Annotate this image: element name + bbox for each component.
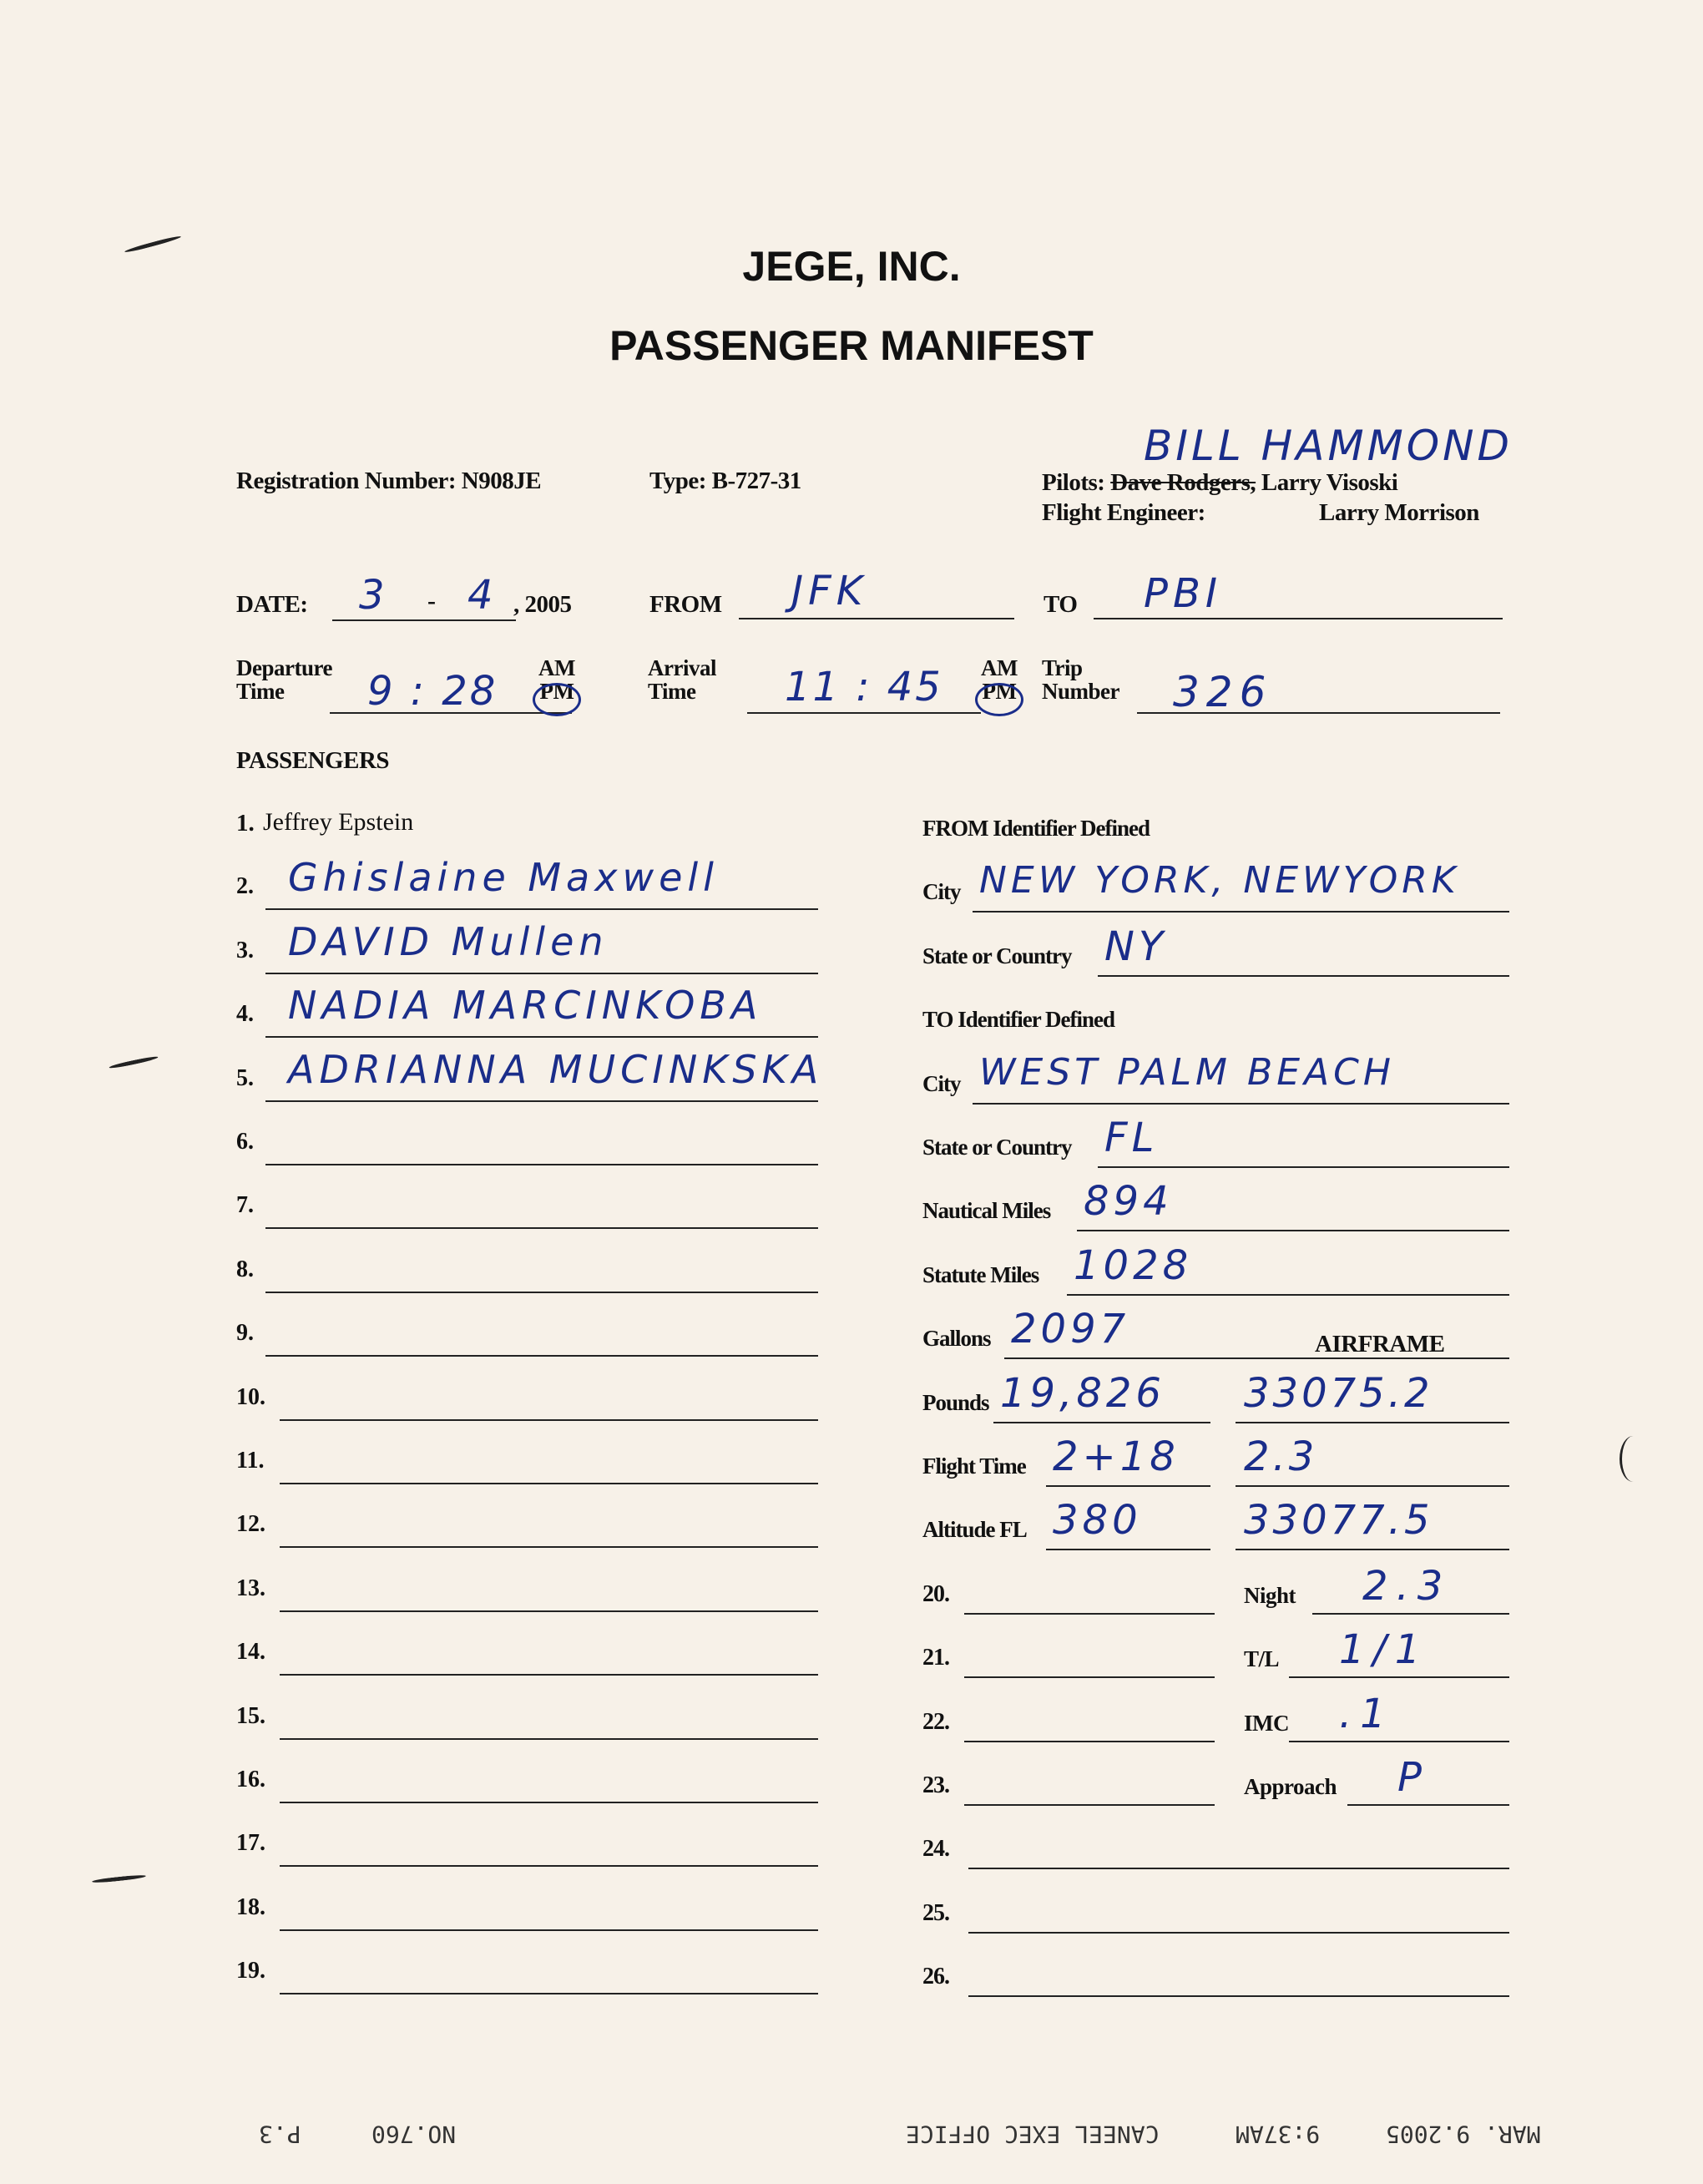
- passenger-underline: [265, 1227, 818, 1229]
- sub-field-label: Approach: [1244, 1774, 1337, 1799]
- arrival-time: 11 : 45: [785, 664, 943, 710]
- engineer-value: Larry Morrison: [1319, 499, 1479, 526]
- fax-time: 9:37AM: [1236, 2121, 1321, 2148]
- field-value: 19,826: [1000, 1370, 1165, 1417]
- registration-value: N908JE: [461, 468, 542, 494]
- passenger-underline: [280, 1802, 818, 1803]
- field-underline: [968, 1995, 1509, 1997]
- passenger-number: 11.: [236, 1448, 265, 1474]
- to-label: TO: [1044, 591, 1078, 618]
- passenger-underline: [280, 1674, 818, 1676]
- passenger-number: 9.: [236, 1320, 254, 1346]
- departure-time: 9 : 28: [367, 668, 498, 715]
- airframe-underline: [1236, 1485, 1509, 1487]
- pilot-2: Larry Visoski: [1261, 469, 1398, 496]
- arrival-ampm: AM PM: [981, 655, 1018, 704]
- pilots-label: Pilots:: [1042, 469, 1105, 496]
- type-value: B-727-31: [711, 468, 801, 494]
- passenger-name: Jeffrey Epstein: [263, 808, 414, 836]
- field-label: 23.: [922, 1772, 949, 1798]
- passenger-number: 6.: [236, 1129, 254, 1155]
- passenger-name: NADIA MARCINKOBA: [288, 983, 763, 1028]
- passenger-number: 14.: [236, 1639, 265, 1665]
- arrival-underline: [747, 712, 981, 714]
- passenger-underline: [265, 1292, 818, 1293]
- type-line: [649, 468, 801, 495]
- field-value: NY: [1104, 923, 1168, 970]
- airframe-underline: [1236, 1422, 1509, 1423]
- sub-field-value: 1/1: [1339, 1626, 1429, 1673]
- airframe-heading: AIRFRAME: [1315, 1331, 1445, 1357]
- field-value: 2097: [1011, 1306, 1130, 1352]
- passenger-underline: [280, 1738, 818, 1740]
- field-underline: [1046, 1549, 1210, 1550]
- field-underline: [1098, 1166, 1509, 1168]
- margin-mark: [1620, 1436, 1647, 1482]
- field-underline: [973, 911, 1509, 913]
- passenger-number: 2.: [236, 873, 254, 899]
- from-value: JFK: [791, 568, 868, 614]
- field-label: Nautical Miles: [922, 1198, 1051, 1223]
- passenger-underline: [280, 1865, 818, 1867]
- engineer-label: Flight Engineer:: [1042, 499, 1205, 526]
- passenger-underline: [265, 908, 818, 910]
- fax-date: MAR. 9.2005: [1386, 2121, 1541, 2148]
- passenger-underline: [265, 1100, 818, 1102]
- field-underline: [964, 1804, 1215, 1806]
- margin-mark: [92, 1874, 146, 1884]
- field-label: Altitude FL: [922, 1517, 1027, 1542]
- field-value: 894: [1084, 1178, 1173, 1225]
- fax-office: CANEEL EXEC OFFICE: [906, 2121, 1160, 2148]
- field-label: 26.: [922, 1964, 949, 1989]
- sub-field-label: IMC: [1244, 1711, 1289, 1736]
- sub-field-underline: [1312, 1613, 1509, 1615]
- type-label: Type:: [649, 468, 706, 494]
- sub-field-label: T/L: [1244, 1646, 1280, 1671]
- passenger-number: 3.: [236, 938, 254, 963]
- fax-page: P.3: [259, 2121, 301, 2148]
- field-label: Flight Time: [922, 1453, 1026, 1479]
- airframe-underline: [1236, 1549, 1509, 1550]
- field-value: 380: [1053, 1497, 1142, 1544]
- field-underline: [973, 1103, 1509, 1105]
- date-separator: -: [427, 587, 436, 614]
- field-label: State or Country: [922, 943, 1072, 968]
- passenger-number: 13.: [236, 1575, 265, 1601]
- field-value: FL: [1104, 1115, 1159, 1161]
- passenger-underline: [265, 1355, 818, 1357]
- passenger-number: 5.: [236, 1065, 254, 1091]
- passenger-underline: [265, 1164, 818, 1165]
- date-label: DATE:: [236, 591, 308, 618]
- document-title: PASSENGER MANIFEST: [609, 322, 1094, 369]
- passenger-number: 1.: [236, 810, 255, 837]
- field-value: NEW YORK, NEWYORK: [979, 859, 1460, 902]
- date-month: 3: [359, 572, 390, 619]
- field-value: 1028: [1074, 1242, 1193, 1289]
- trip-number: 326: [1173, 668, 1273, 716]
- field-label: 20.: [922, 1581, 949, 1607]
- sub-field-underline: [1289, 1741, 1509, 1742]
- field-underline: [964, 1613, 1215, 1615]
- passenger-underline: [265, 973, 818, 974]
- field-label: TO Identifier Defined: [922, 1007, 1115, 1032]
- passenger-name: DAVID Mullen: [288, 919, 609, 964]
- passenger-number: 4.: [236, 1001, 254, 1027]
- passengers-heading: PASSENGERS: [236, 747, 390, 774]
- passenger-underline: [280, 1419, 818, 1421]
- passenger-underline: [280, 1546, 818, 1548]
- to-underline: [1094, 618, 1503, 619]
- arrival-label: Arrival Time: [648, 655, 716, 704]
- field-label: Gallons: [922, 1326, 991, 1351]
- airframe-value: 33077.5: [1244, 1497, 1433, 1544]
- registration-label: Registration Number:: [236, 468, 457, 494]
- passenger-number: 8.: [236, 1256, 254, 1282]
- field-underline: [993, 1422, 1210, 1423]
- company-name: JEGE, INC.: [742, 243, 961, 290]
- pilot-handwritten: BILL HAMMOND: [1144, 422, 1513, 470]
- departure-label: Departure Time: [236, 655, 332, 704]
- date-underline: [332, 619, 516, 621]
- date-day: 4: [467, 572, 498, 619]
- margin-mark: [109, 1055, 159, 1069]
- passenger-number: 19.: [236, 1958, 265, 1984]
- passenger-number: 18.: [236, 1894, 265, 1920]
- field-underline: [964, 1741, 1215, 1742]
- pilot-struck: Dave Rodgers,: [1110, 469, 1256, 496]
- field-label: 25.: [922, 1900, 949, 1926]
- field-value: WEST PALM BEACH: [979, 1051, 1395, 1094]
- passenger-number: 12.: [236, 1511, 265, 1537]
- field-underline: [1046, 1485, 1210, 1487]
- field-label: City: [922, 1071, 961, 1096]
- passenger-number: 16.: [236, 1767, 265, 1792]
- field-value: 2+18: [1053, 1433, 1180, 1480]
- sub-field-underline: [1347, 1804, 1509, 1806]
- passenger-underline: [280, 1483, 818, 1484]
- field-label: FROM Identifier Defined: [922, 816, 1150, 841]
- pilots-line: [1042, 469, 1397, 497]
- field-underline: [968, 1932, 1509, 1934]
- airframe-value: 33075.2: [1244, 1370, 1433, 1417]
- arrival-pm-circle: [975, 683, 1023, 716]
- sub-field-value: P: [1397, 1754, 1430, 1801]
- from-underline: [739, 618, 1014, 619]
- departure-pm-circle: [533, 683, 581, 716]
- field-label: Statute Miles: [922, 1262, 1039, 1287]
- sub-field-value: .1: [1339, 1691, 1394, 1737]
- passenger-number: 10.: [236, 1384, 265, 1410]
- passenger-underline: [280, 1610, 818, 1612]
- passenger-underline: [280, 1993, 818, 1994]
- passenger-underline: [265, 1036, 818, 1038]
- field-underline: [1067, 1294, 1509, 1296]
- fax-number: NO.760: [371, 2121, 457, 2148]
- departure-ampm: AM PM: [538, 655, 575, 704]
- sub-field-value: 2.3: [1362, 1563, 1452, 1610]
- field-label: 24.: [922, 1836, 949, 1862]
- date-year: , 2005: [513, 591, 572, 618]
- field-underline: [1077, 1230, 1509, 1231]
- passenger-number: 17.: [236, 1830, 265, 1856]
- registration-line: [236, 468, 541, 495]
- passenger-number: 7.: [236, 1192, 254, 1218]
- trip-label: Trip Number: [1042, 655, 1119, 704]
- sub-field-label: Night: [1244, 1583, 1296, 1608]
- from-label: FROM: [649, 591, 722, 618]
- sub-field-underline: [1289, 1676, 1509, 1678]
- passenger-name: ADRIANNA MUCINKSKA: [288, 1047, 824, 1092]
- field-label: Pounds: [922, 1390, 989, 1415]
- field-label: 21.: [922, 1645, 949, 1671]
- passenger-number: 15.: [236, 1703, 265, 1729]
- airframe-value: 2.3: [1244, 1433, 1318, 1480]
- field-label: 22.: [922, 1709, 949, 1735]
- field-underline: [1098, 975, 1509, 977]
- field-underline: [968, 1868, 1509, 1869]
- to-value: PBI: [1144, 570, 1223, 617]
- field-label: State or Country: [922, 1135, 1072, 1160]
- field-underline: [964, 1676, 1215, 1678]
- field-label: City: [922, 879, 961, 904]
- passenger-underline: [280, 1929, 818, 1931]
- passenger-name: Ghislaine Maxwell: [288, 855, 719, 900]
